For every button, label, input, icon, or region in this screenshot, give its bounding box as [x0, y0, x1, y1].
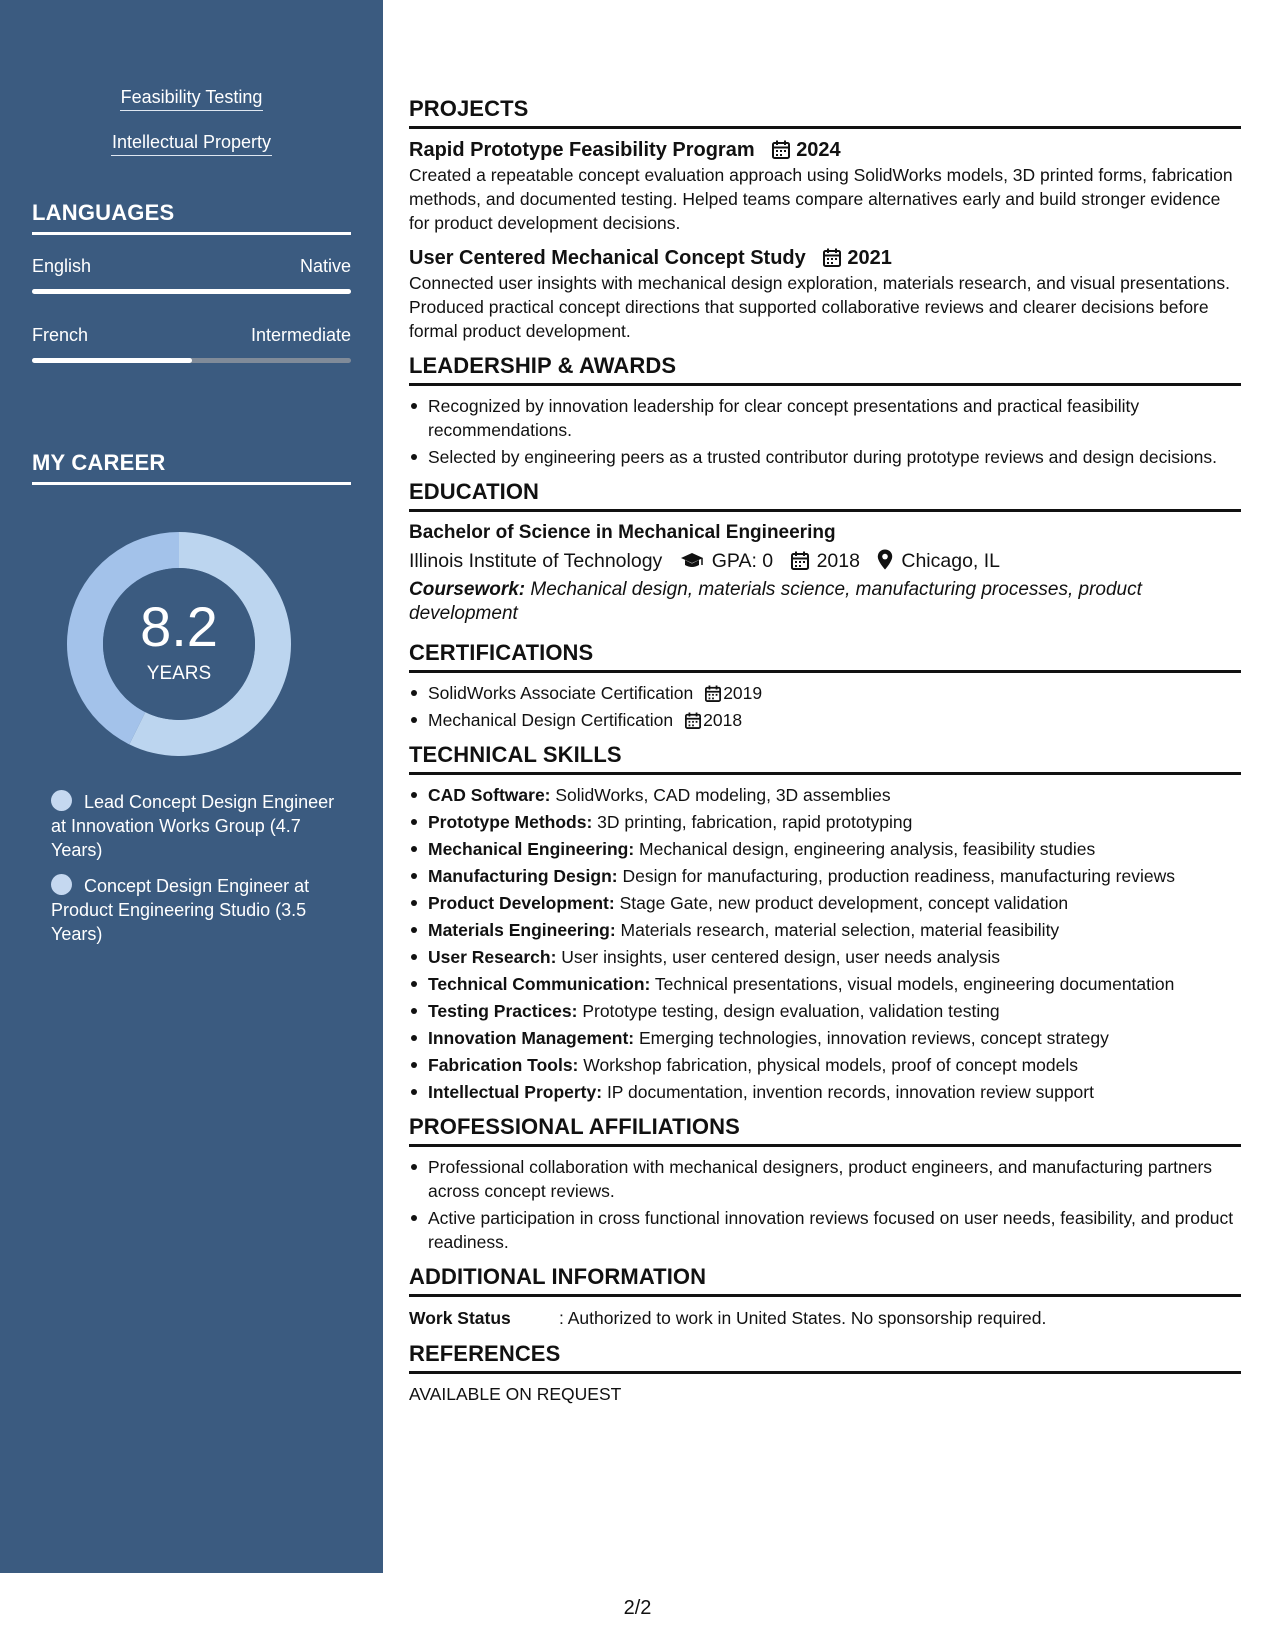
section-title: LEADERSHIP & AWARDS — [409, 353, 1241, 386]
skill-label: User Research: — [428, 947, 557, 967]
skill-label: Prototype Methods: — [428, 812, 593, 832]
references-section — [409, 1341, 1241, 1406]
skill-item — [409, 783, 1241, 807]
skill-item — [409, 999, 1241, 1023]
list-item: SolidWorks Associate Certification 2019 — [409, 681, 1241, 705]
gpa: GPA: 0 — [711, 550, 774, 572]
graduation-cap-icon — [680, 552, 704, 570]
skill-item — [409, 918, 1241, 942]
map-pin-icon — [877, 549, 893, 570]
section-title: CERTIFICATIONS — [409, 640, 1241, 673]
language-level: Native — [299, 256, 351, 276]
skill-value: Emerging technologies, innovation reviews, concept strategy — [634, 1028, 1109, 1048]
calendar-icon — [685, 712, 701, 729]
skill-item — [409, 837, 1241, 861]
project-description: Created a repeatable concept evaluation approach using SolidWorks models, 3D printed forms, fabrication methods, and documented testing. Helped teams compare alternatives early and build stronger evidence for product development decisions. — [409, 165, 1233, 233]
skill-item — [409, 1053, 1241, 1077]
skill-value: Mechanical design, engineering analysis, feasibility studies — [634, 839, 1096, 859]
location: Chicago, IL — [901, 550, 1001, 572]
skill-value: Technical presentations, visual models, engineering documentation — [650, 974, 1175, 994]
career-item: Lead Concept Design Engineer at Innovation Works Group (4.7 Years) — [51, 792, 335, 860]
skill-value: IP documentation, invention records, innovation review support — [602, 1082, 1094, 1102]
language-bar — [32, 289, 351, 294]
skill-value: SolidWorks, CAD modeling, 3D assemblies — [550, 785, 891, 805]
skill-label: Materials Engineering: — [428, 920, 616, 940]
skill-value: 3D printing, fabrication, rapid prototyping — [592, 812, 913, 832]
leadership-list — [409, 394, 1241, 469]
affiliations-section — [409, 1114, 1241, 1254]
additional-info-section — [409, 1264, 1241, 1331]
career-list — [51, 790, 341, 958]
list-item: Professional collaboration with mechanical designers, product engineers, and manufacturing partners across concept reviews. — [409, 1155, 1241, 1203]
skill-value: Prototype testing, design evaluation, validation testing — [577, 1001, 1000, 1021]
language-name: English — [32, 256, 92, 276]
language-bar — [32, 358, 351, 363]
list-item: Mechanical Design Certification 2018 — [409, 708, 1241, 732]
career-total-unit: YEARS — [146, 663, 212, 684]
languages-heading: LANGUAGES — [32, 200, 351, 235]
skill-value: Materials research, material selection, material feasibility — [615, 920, 1060, 940]
career-heading: MY CAREER — [32, 450, 351, 485]
certifications-section — [409, 640, 1241, 732]
degree: Bachelor of Science in Mechanical Engineering — [409, 522, 836, 543]
skill-label: Product Development: — [428, 893, 615, 913]
affiliations-list — [409, 1155, 1241, 1254]
graduation-year: 2018 — [816, 550, 860, 572]
legend-dot-icon — [51, 874, 72, 895]
language-bar-fill — [32, 289, 351, 294]
skill-tag: Feasibility Testing — [0, 86, 383, 111]
skill-value: Workshop fabrication, physical models, proof of concept models — [578, 1055, 1079, 1075]
skill-label: Manufacturing Design: — [428, 866, 618, 886]
education-section — [409, 479, 1241, 626]
list-item: Active participation in cross functional innovation reviews focused on user needs, feasibility, and product readiness. — [409, 1206, 1241, 1254]
calendar-icon — [705, 685, 721, 702]
page-number: 2/2 — [623, 1597, 652, 1619]
skill-label: Mechanical Engineering: — [428, 839, 635, 859]
skill-value: User insights, user centered design, user needs analysis — [556, 947, 1000, 967]
skill-tag: Intellectual Property — [0, 131, 383, 156]
skill-item — [409, 891, 1241, 915]
section-title: ADDITIONAL INFORMATION — [409, 1264, 1241, 1297]
language-name: French — [32, 325, 89, 345]
education-details — [409, 546, 1241, 576]
leadership-section — [409, 353, 1241, 469]
skill-label: Testing Practices: — [428, 1001, 578, 1021]
skill-value: Design for manufacturing, production readiness, manufacturing reviews — [617, 866, 1175, 886]
section-title: REFERENCES — [409, 1341, 1241, 1374]
language-level: Intermediate — [250, 325, 351, 345]
skill-value: Stage Gate, new product development, concept validation — [614, 893, 1069, 913]
skill-tags — [0, 86, 383, 176]
projects-section — [409, 96, 1241, 343]
skill-item — [409, 945, 1241, 969]
language-bar-fill — [32, 358, 192, 363]
work-status: Work Status : Authorized to work in United States. No sponsorship required. — [409, 1308, 1047, 1328]
calendar-icon — [772, 140, 790, 159]
section-title: PROFESSIONAL AFFILIATIONS — [409, 1114, 1241, 1147]
list-item: Recognized by innovation leadership for clear concept presentations and practical feasibility recommendations. — [409, 394, 1241, 442]
legend-dot-icon — [51, 790, 72, 811]
skill-item — [409, 864, 1241, 888]
references-text: AVAILABLE ON REQUEST — [409, 1384, 622, 1404]
skills-list — [409, 783, 1241, 1104]
skill-label: CAD Software: — [428, 785, 551, 805]
main-content — [409, 96, 1241, 1416]
section-title: PROJECTS — [409, 96, 1241, 129]
skill-item — [409, 810, 1241, 834]
technical-skills-section — [409, 742, 1241, 1104]
skill-item — [409, 1026, 1241, 1050]
coursework: Coursework: Mechanical design, materials science, manufacturing processes, product development — [409, 579, 1142, 624]
calendar-icon — [823, 248, 841, 267]
project-title: Rapid Prototype Feasibility Program 2024 — [409, 139, 841, 161]
section-title: TECHNICAL SKILLS — [409, 742, 1241, 775]
career-total-years: 8.2 — [140, 595, 218, 658]
calendar-icon — [791, 551, 809, 570]
skill-item — [409, 972, 1241, 996]
list-item: Selected by engineering peers as a trusted contributor during prototype reviews and design decisions. — [409, 445, 1241, 469]
section-title: EDUCATION — [409, 479, 1241, 512]
career-item: Concept Design Engineer at Product Engineering Studio (3.5 Years) — [51, 876, 310, 944]
skill-label: Technical Communication: — [428, 974, 651, 994]
sidebar — [0, 0, 383, 1573]
project-title: User Centered Mechanical Concept Study 2021 — [409, 247, 892, 269]
project-description: Connected user insights with mechanical design exploration, materials research, and visual presentations. Produced practical concept directions that supported collaborative reviews and clearer decisions before formal product development. — [409, 273, 1230, 341]
skill-label: Intellectual Property: — [428, 1082, 603, 1102]
skill-item — [409, 1080, 1241, 1104]
skill-label: Fabrication Tools: — [428, 1055, 579, 1075]
school-name: Illinois Institute of Technology — [409, 550, 663, 572]
certifications-list — [409, 681, 1241, 732]
skill-label: Innovation Management: — [428, 1028, 635, 1048]
